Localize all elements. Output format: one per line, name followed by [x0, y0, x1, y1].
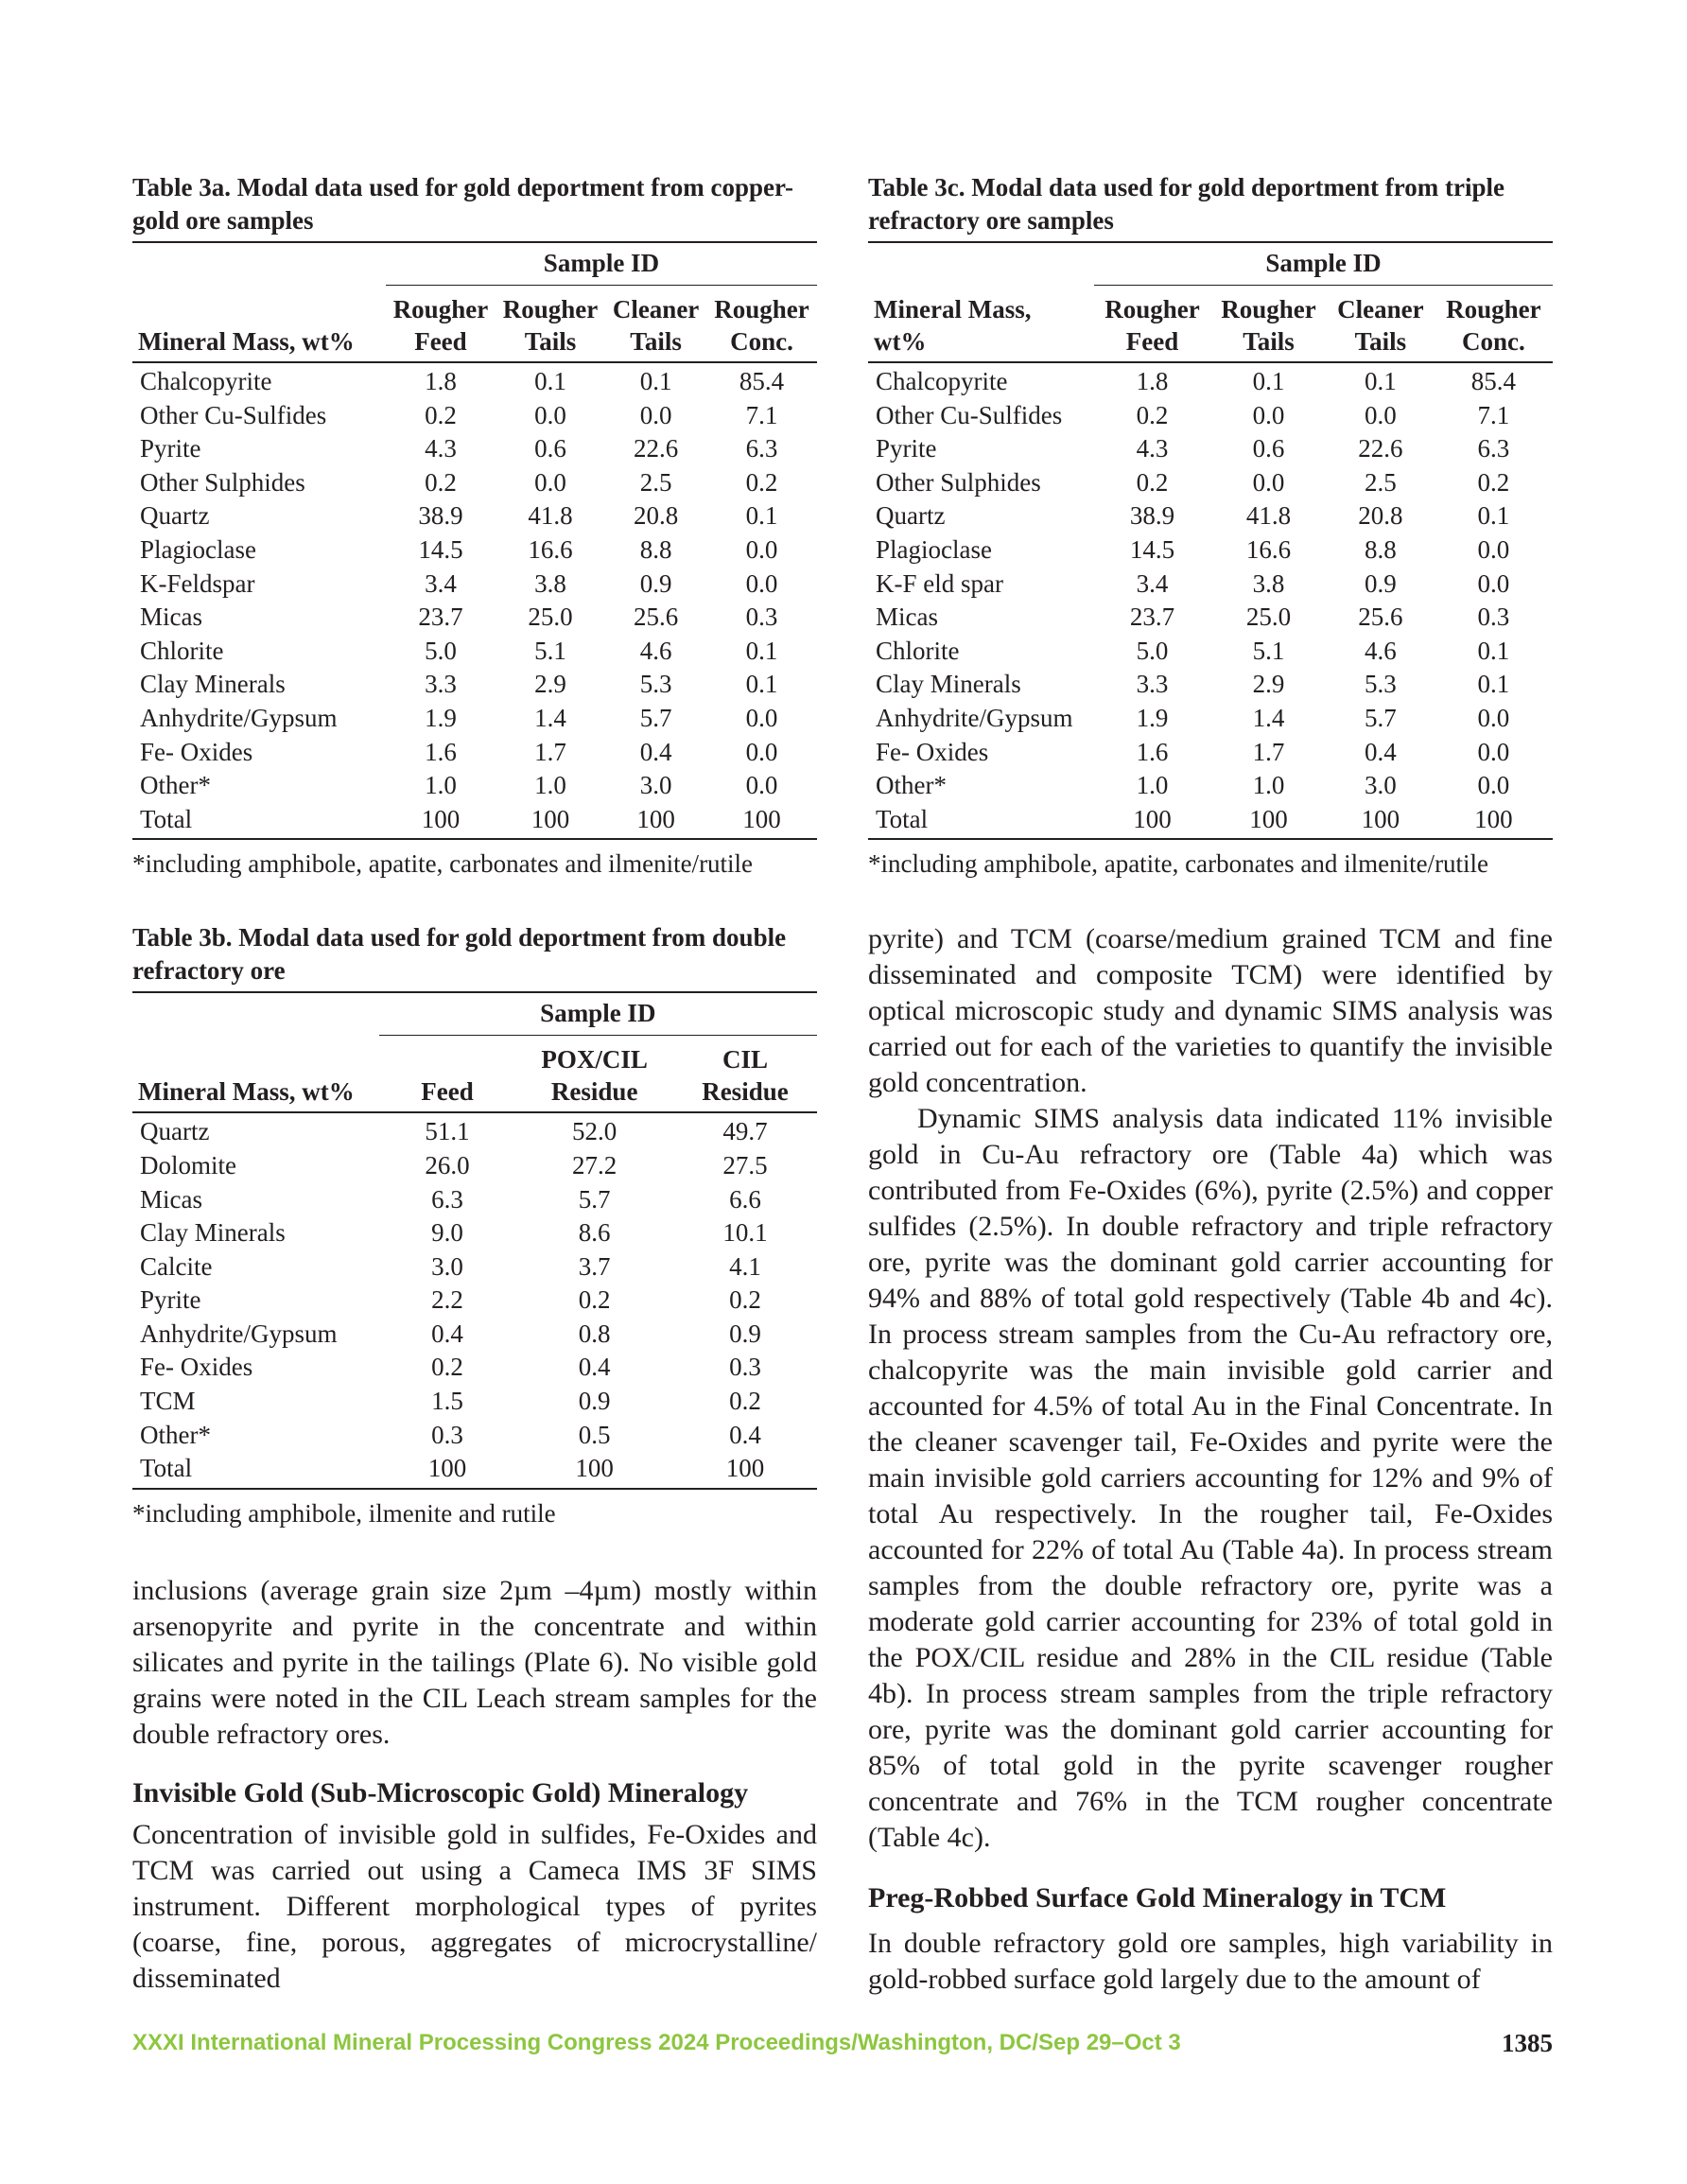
left-column	[132, 171, 817, 1997]
table-3c-row-label: Plagioclase	[876, 534, 992, 564]
table-3a-cell: 5.7	[639, 703, 672, 732]
table-3b-cell: 100	[725, 1454, 765, 1483]
table-3c-cell: 5.0	[1136, 636, 1169, 665]
table-3a-cell: 3.0	[639, 771, 672, 800]
table-3c-cell: 1.4	[1252, 703, 1285, 732]
table-3a-col-header: Mineral Mass, wt%	[132, 286, 386, 363]
table-3c-row	[868, 601, 1553, 635]
table-3c-cell: 1.9	[1136, 703, 1169, 732]
table-3a-row-label: Other Sulphides	[140, 467, 305, 497]
table-3b-cell: 52.0	[572, 1117, 617, 1146]
table-3c-col-header: Rougher Conc.	[1435, 286, 1553, 363]
table-3b-row-label: Clay Minerals	[140, 1218, 286, 1248]
table-3a-cell: 0.0	[745, 703, 778, 732]
table-3c-cell: 0.2	[1136, 467, 1169, 497]
table-3c-cell: 5.7	[1364, 703, 1397, 732]
table-3a-cell: 22.6	[633, 434, 679, 463]
table-3b-cell: 0.4	[431, 1319, 463, 1348]
table-3a-cell: 100	[742, 804, 781, 833]
table-3c-cell: 0.0	[1477, 534, 1510, 564]
table-3c-row	[868, 769, 1553, 803]
table-3a-row-label: Anhydrite/Gypsum	[140, 703, 338, 732]
paragraph-double-refractory: In double refractory gold ore samples, high variability in gold-robbed surface gold largely due to the amount of	[868, 1928, 1553, 1996]
table-3b-grid	[132, 991, 817, 1490]
table-3b-row-label: Fe- Oxides	[140, 1353, 253, 1382]
table-3a-cell: 41.8	[528, 501, 573, 531]
paragraph-concentration: Concentration of invisible gold in sulfides, Fe-Oxides and TCM was carried out using a Cameca IMS 3F SIMS instrument. Different morphological types of pyrites (coarse, fine, porous, aggregates of microcrystalline/ disseminated	[132, 1818, 817, 1994]
table-3b-row-label: Calcite	[140, 1251, 213, 1281]
table-3a-row-label: Other*	[140, 771, 211, 800]
table-3a-cell: 38.9	[418, 501, 463, 531]
footer-proceedings-text: XXXI International Mineral Processing Congress 2024 Proceedings/Washington, DC/Sep 29–Oct 3	[132, 2030, 1181, 2055]
table-3b-cell: 51.1	[425, 1117, 470, 1146]
table-3b-cell: 6.3	[431, 1184, 463, 1214]
table-3a-row-label: Fe- Oxides	[140, 737, 253, 766]
paragraph-inclusions: inclusions (average grain size 2µm –4µm) mostly within arsenopyrite and pyrite in the concentrate and within silicates and pyrite in the tailings (Plate 6). No visible gold grains were noted in the CIL Leach stream samples for the double refractory ores.	[132, 1574, 817, 1750]
table-3a-row	[132, 466, 817, 500]
table-3c-row-label: K-F eld spar	[876, 568, 1003, 598]
table-3a-row	[132, 432, 817, 466]
table-3c-row	[868, 736, 1553, 770]
table-3b-caption: Table 3b. Modal data used for gold deportment from double refractory ore	[132, 923, 787, 986]
table-3c-cell: 0.1	[1252, 367, 1285, 395]
table-3a-row	[132, 533, 817, 568]
table-3c-cell: 1.8	[1136, 367, 1169, 395]
table-3b-cell: 1.5	[431, 1387, 463, 1416]
table-3b-cell: 0.4	[578, 1353, 611, 1382]
table-3c-cell: 0.0	[1252, 467, 1285, 497]
page-footer	[132, 2024, 1553, 2062]
table-3b-row	[132, 1452, 817, 1489]
table-3b-cell: 0.9	[578, 1387, 611, 1416]
table-3c-cell: 38.9	[1129, 501, 1175, 531]
table-3a-cell: 0.0	[639, 400, 672, 429]
table-3a-cell: 0.1	[639, 367, 672, 395]
table-3c-row-label: Pyrite	[876, 434, 937, 463]
table-3b-cell: 0.4	[729, 1420, 761, 1449]
table-3b-cell: 4.1	[729, 1251, 761, 1281]
table-3a	[132, 171, 817, 880]
table-3a-row-label: Micas	[140, 603, 202, 632]
table-3c-cell: 0.0	[1477, 703, 1510, 732]
table-3a-cell: 3.3	[425, 670, 457, 699]
table-3c-row-label: Chlorite	[876, 636, 960, 665]
table-3a-row	[132, 362, 817, 399]
table-3a-row-label: Total	[140, 804, 193, 833]
table-3a-cell: 20.8	[633, 501, 679, 531]
table-3a-col-header: Rougher Conc.	[706, 286, 817, 363]
table-3c-cell: 20.8	[1358, 501, 1403, 531]
table-3b-row	[132, 1112, 817, 1149]
table-3a-note: *including amphibole, apatite, carbonates and ilmenite/rutile	[132, 849, 754, 879]
table-3b-row	[132, 1250, 817, 1284]
table-3c-row-label: Other Cu-Sulfides	[876, 400, 1063, 429]
table-3a-grid	[132, 241, 817, 840]
table-3a-cell: 1.9	[425, 703, 457, 732]
table-3c-cell: 4.6	[1364, 636, 1397, 665]
table-3b-col-header: Mineral Mass, wt%	[132, 1036, 379, 1113]
table-3a-cell: 8.8	[639, 534, 672, 564]
table-3a-row-label: Other Cu-Sulfides	[140, 400, 327, 429]
table-3a-row	[132, 399, 817, 433]
table-3c-row	[868, 466, 1553, 500]
table-3a-cell: 0.0	[534, 467, 566, 497]
table-3c-col-header: Rougher Feed	[1094, 286, 1210, 363]
table-3a-cell: 0.1	[745, 501, 778, 531]
table-3b-row	[132, 1284, 817, 1318]
table-3a-cell: 100	[530, 804, 570, 833]
table-3c-row	[868, 362, 1553, 399]
table-3b-row	[132, 1183, 817, 1217]
table-3b-cell: 3.0	[431, 1251, 463, 1281]
table-3a-row	[132, 635, 817, 669]
table-3a-cell: 3.4	[425, 568, 457, 598]
table-3a-col-header: Rougher Tails	[496, 286, 605, 363]
table-3c-cell: 3.0	[1364, 771, 1397, 800]
table-3a-cell: 0.1	[534, 367, 566, 395]
table-3c-col-header: Rougher Tails	[1210, 286, 1327, 363]
page-number: 1385	[1502, 2029, 1553, 2057]
table-3a-cell: 25.0	[528, 603, 573, 632]
table-3a-cell: 0.1	[745, 636, 778, 665]
section-heading-preg-robbed: Preg-Robbed Surface Gold Mineralogy in TCM	[868, 1882, 1447, 1914]
table-3c-cell: 0.0	[1477, 771, 1510, 800]
table-3b-note: *including amphibole, ilmenite and rutile	[132, 1498, 556, 1528]
table-3c-cell: 0.1	[1477, 501, 1510, 531]
table-3c-cell: 8.8	[1364, 534, 1397, 564]
table-3b-row-label: Quartz	[140, 1117, 210, 1146]
table-3c-row	[868, 432, 1553, 466]
paragraph-continuation: pyrite) and TCM (coarse/medium grained TCM and fine disseminated and composite TCM) were identified by optical microscopic study and dynamic SIMS analysis was carried out for each of the varieties to quantify the invisible gold concentration.	[868, 923, 1553, 1099]
table-3a-row	[132, 601, 817, 635]
table-3a-cell: 0.3	[745, 603, 778, 632]
table-3b	[132, 921, 817, 1529]
table-3b-row	[132, 1318, 817, 1352]
table-3c-cell: 0.3	[1477, 603, 1510, 632]
table-3a-cell: 4.6	[639, 636, 672, 665]
table-3b-row-label: Anhydrite/Gypsum	[140, 1319, 338, 1348]
table-3c-cell: 1.0	[1252, 771, 1285, 800]
table-3b-cell: 0.5	[578, 1420, 611, 1449]
table-3b-col-header: POX/CIL Residue	[515, 1036, 673, 1113]
table-3a-cell: 7.1	[745, 400, 778, 429]
table-3b-cell: 0.2	[729, 1285, 761, 1315]
table-3a-cell: 1.7	[534, 737, 566, 766]
table-3b-row-label: TCM	[140, 1387, 196, 1416]
table-3b-row	[132, 1149, 817, 1183]
table-3a-row-label: Pyrite	[140, 434, 201, 463]
table-3c-row-label: Other*	[876, 771, 947, 800]
table-3b-cell: 2.2	[431, 1285, 463, 1315]
table-3c-cell: 2.5	[1364, 467, 1397, 497]
table-3c-cell: 3.4	[1136, 568, 1169, 598]
table-3c-cell: 100	[1361, 804, 1400, 833]
table-3a-row-label: Plagioclase	[140, 534, 256, 564]
table-3a-row	[132, 803, 817, 840]
table-3c-cell: 0.0	[1477, 568, 1510, 598]
table-3c-row	[868, 399, 1553, 433]
table-3c-cell: 0.0	[1477, 737, 1510, 766]
table-3c-caption: Table 3c. Modal data used for gold deportment from triple refractory ore samples	[868, 173, 1504, 235]
table-3b-cell: 26.0	[425, 1150, 470, 1179]
table-3a-row	[132, 702, 817, 736]
table-3c-row	[868, 803, 1553, 840]
table-3c-cell: 41.8	[1245, 501, 1292, 531]
table-3b-cell: 100	[427, 1454, 467, 1483]
table-3c-row-label: Fe- Oxides	[876, 737, 989, 766]
table-3a-cell: 5.0	[425, 636, 457, 665]
table-3a-cell: 0.0	[745, 771, 778, 800]
table-3c-cell: 2.9	[1252, 670, 1285, 699]
table-3b-row	[132, 1419, 817, 1453]
table-3b-cell: 0.3	[431, 1420, 463, 1449]
table-3b-cell: 0.2	[431, 1353, 463, 1382]
table-3a-cell: 4.3	[425, 434, 457, 463]
table-3b-cell: 8.6	[578, 1218, 611, 1248]
table-3b-col-header: Feed	[379, 1036, 516, 1113]
right-column	[868, 171, 1553, 1998]
table-3a-cell: 0.2	[425, 400, 457, 429]
table-3a-group-header: Sample ID	[386, 242, 817, 286]
table-3c-cell: 1.0	[1136, 771, 1169, 800]
table-3a-cell: 6.3	[745, 434, 778, 463]
table-3b-cell: 0.2	[578, 1285, 611, 1315]
table-3a-cell: 0.9	[639, 568, 672, 598]
table-3c-row	[868, 635, 1553, 669]
table-3b-cell: 5.7	[578, 1184, 611, 1214]
table-3c-row-label: Chalcopyrite	[876, 367, 1008, 395]
table-3c-row	[868, 499, 1553, 533]
table-3c-cell: 1.6	[1136, 737, 1169, 766]
table-3c	[868, 171, 1553, 880]
table-3a-cell: 0.4	[639, 737, 672, 766]
table-3c-cell: 16.6	[1245, 534, 1292, 564]
table-3c-cell: 4.3	[1136, 434, 1169, 463]
table-3c-cell: 0.0	[1252, 400, 1285, 429]
table-3c-cell: 14.5	[1129, 534, 1175, 564]
table-3b-cell: 6.6	[729, 1184, 761, 1214]
table-3a-cell: 1.0	[534, 771, 566, 800]
table-3a-cell: 0.6	[534, 434, 566, 463]
table-3c-row-label: Quartz	[876, 501, 946, 531]
table-3c-cell: 3.3	[1136, 670, 1169, 699]
table-3c-cell: 0.9	[1364, 568, 1397, 598]
table-3b-cell: 3.7	[578, 1251, 611, 1281]
table-3b-cell: 49.7	[722, 1117, 768, 1146]
table-3c-group-header: Sample ID	[1094, 242, 1553, 286]
table-3c-cell: 0.4	[1364, 737, 1397, 766]
table-3b-cell: 9.0	[431, 1218, 463, 1248]
table-3b-row-label: Pyrite	[140, 1285, 201, 1315]
table-3b-col-header: CIL Residue	[673, 1036, 817, 1113]
table-3c-cell: 0.1	[1477, 636, 1510, 665]
table-3c-row	[868, 533, 1553, 568]
table-3b-row-label: Other*	[140, 1420, 211, 1449]
table-3a-row-label: K-Feldspar	[140, 568, 255, 598]
table-3a-cell: 100	[421, 804, 461, 833]
table-3c-cell: 85.4	[1470, 367, 1517, 395]
table-3a-row	[132, 668, 817, 702]
table-3a-cell: 16.6	[528, 534, 573, 564]
table-3b-cell: 27.2	[572, 1150, 617, 1179]
table-3c-cell: 5.1	[1252, 636, 1285, 665]
table-3b-row	[132, 1216, 817, 1250]
table-3a-cell: 5.3	[639, 670, 672, 699]
table-3a-cell: 1.6	[425, 737, 457, 766]
table-3c-row-label: Other Sulphides	[876, 467, 1041, 497]
table-3c-cell: 0.6	[1252, 434, 1285, 463]
table-3a-cell: 85.4	[739, 367, 785, 395]
table-3b-cell: 100	[575, 1454, 614, 1483]
paragraph-dynamic-sims: Dynamic SIMS analysis data indicated 11% invisible gold in Cu-Au refractory ore (Table 4a) which was contributed from Fe-Oxides (6%), pyrite (2.5%) and copper sulfides (2.5%). In double refractory and triple refractory ore, pyrite was the dominant gold carrier accounting for 94% and 88% of total gold respectively (Table 4b and 4c). In process stream samples from the Cu-Au refractory ore, chalcopyrite was the main invisible gold carrier and accounted for 4.5% of total Au in the Final Concentrate. In the cleaner scavenger tail, Fe-Oxides and pyrite were the main invisible gold carriers accounting for 12% and 9% of total Au respectively. In the rougher tail, Fe-Oxides accounted for 22% of total Au (Table 4a). In process stream samples from the double refractory ore, pyrite was a moderate gold carrier accounting for 23% of total gold in the POX/CIL residue and 28% in the CIL residue (Table 4b). In process stream samples from the triple refractory ore, pyrite was the dominant gold carrier accounting for 85% of total gold in the pyrite scavenger rougher concentrate and 76% in the TCM rougher concentrate (Table 4c).	[868, 1103, 1553, 1854]
table-3a-cell: 0.1	[745, 670, 778, 699]
table-3c-cell: 0.1	[1477, 670, 1510, 699]
table-3c-cell: 5.3	[1364, 670, 1397, 699]
table-3a-cell: 100	[636, 804, 675, 833]
table-3c-cell: 100	[1474, 804, 1513, 833]
table-3a-cell: 2.9	[534, 670, 566, 699]
table-3b-cell: 0.9	[729, 1319, 761, 1348]
table-3a-caption: Table 3a. Modal data used for gold deportment from copper-gold ore samples	[132, 173, 793, 235]
table-3a-cell: 0.2	[425, 467, 457, 497]
table-3a-cell: 3.8	[534, 568, 566, 598]
table-3c-cell: 0.1	[1364, 367, 1397, 395]
table-3a-cell: 1.4	[534, 703, 566, 732]
table-3c-cell: 25.6	[1358, 603, 1403, 632]
table-3c-grid	[868, 241, 1553, 840]
table-3c-cell: 23.7	[1129, 603, 1175, 632]
table-3a-row	[132, 499, 817, 533]
table-3a-row-label: Chlorite	[140, 636, 224, 665]
table-3b-cell: 10.1	[722, 1218, 768, 1248]
table-3c-row-label: Clay Minerals	[876, 670, 1021, 699]
table-3a-row-label: Clay Minerals	[140, 670, 286, 699]
table-3a-cell: 14.5	[418, 534, 463, 564]
table-3c-cell: 0.2	[1136, 400, 1169, 429]
table-3a-cell: 0.0	[534, 400, 566, 429]
table-3b-cell: 0.3	[729, 1353, 761, 1382]
table-3b-row	[132, 1385, 817, 1419]
table-3c-cell: 22.6	[1358, 434, 1403, 463]
table-3b-group-header: Sample ID	[379, 992, 817, 1036]
table-3c-row	[868, 668, 1553, 702]
table-3a-row-label: Quartz	[140, 501, 210, 531]
table-3c-cell: 1.7	[1252, 737, 1285, 766]
table-3b-cell: 27.5	[722, 1150, 768, 1179]
table-3b-row-label: Micas	[140, 1184, 202, 1214]
table-3a-cell: 23.7	[418, 603, 463, 632]
table-3c-cell: 7.1	[1477, 400, 1510, 429]
table-3c-col-header: Mineral Mass, wt%	[868, 286, 1094, 363]
table-3a-col-header: Cleaner Tails	[605, 286, 706, 363]
table-3a-cell: 5.1	[534, 636, 566, 665]
table-3c-row	[868, 568, 1553, 602]
table-3b-row-label: Dolomite	[140, 1150, 236, 1179]
table-3c-row-label: Anhydrite/Gypsum	[876, 703, 1073, 732]
table-3c-cell: 6.3	[1477, 434, 1510, 463]
table-3a-row	[132, 736, 817, 770]
table-3a-cell: 25.6	[633, 603, 679, 632]
table-3c-cell: 100	[1249, 804, 1288, 833]
table-3b-row-label: Total	[140, 1454, 193, 1483]
table-3b-cell: 0.8	[578, 1319, 611, 1348]
table-3c-col-header: Cleaner Tails	[1327, 286, 1435, 363]
table-3a-row	[132, 568, 817, 602]
table-3a-cell: 1.0	[425, 771, 457, 800]
table-3a-cell: 0.2	[745, 467, 778, 497]
table-3c-cell: 0.2	[1477, 467, 1510, 497]
table-3c-cell: 3.8	[1252, 568, 1285, 598]
table-3a-cell: 0.0	[745, 737, 778, 766]
table-3b-cell: 0.2	[729, 1387, 761, 1416]
table-3a-cell: 0.0	[745, 568, 778, 598]
table-3c-note: *including amphibole, apatite, carbonates and ilmenite/rutile	[868, 849, 1489, 879]
table-3c-cell: 100	[1133, 804, 1172, 833]
table-3a-cell: 1.8	[425, 367, 457, 395]
table-3c-row	[868, 702, 1553, 736]
table-3c-cell: 25.0	[1245, 603, 1292, 632]
table-3c-row-label: Total	[876, 804, 929, 833]
table-3c-cell: 0.0	[1364, 400, 1397, 429]
table-3a-cell: 2.5	[639, 467, 672, 497]
table-3a-row	[132, 769, 817, 803]
table-3a-col-header: Rougher Feed	[386, 286, 496, 363]
table-3a-row-label: Chalcopyrite	[140, 367, 272, 395]
section-heading-invisible-gold: Invisible Gold (Sub-Microscopic Gold) Mineralogy	[132, 1776, 749, 1808]
table-3c-row-label: Micas	[876, 603, 938, 632]
table-3a-cell: 0.0	[745, 534, 778, 564]
table-3b-row	[132, 1351, 817, 1385]
